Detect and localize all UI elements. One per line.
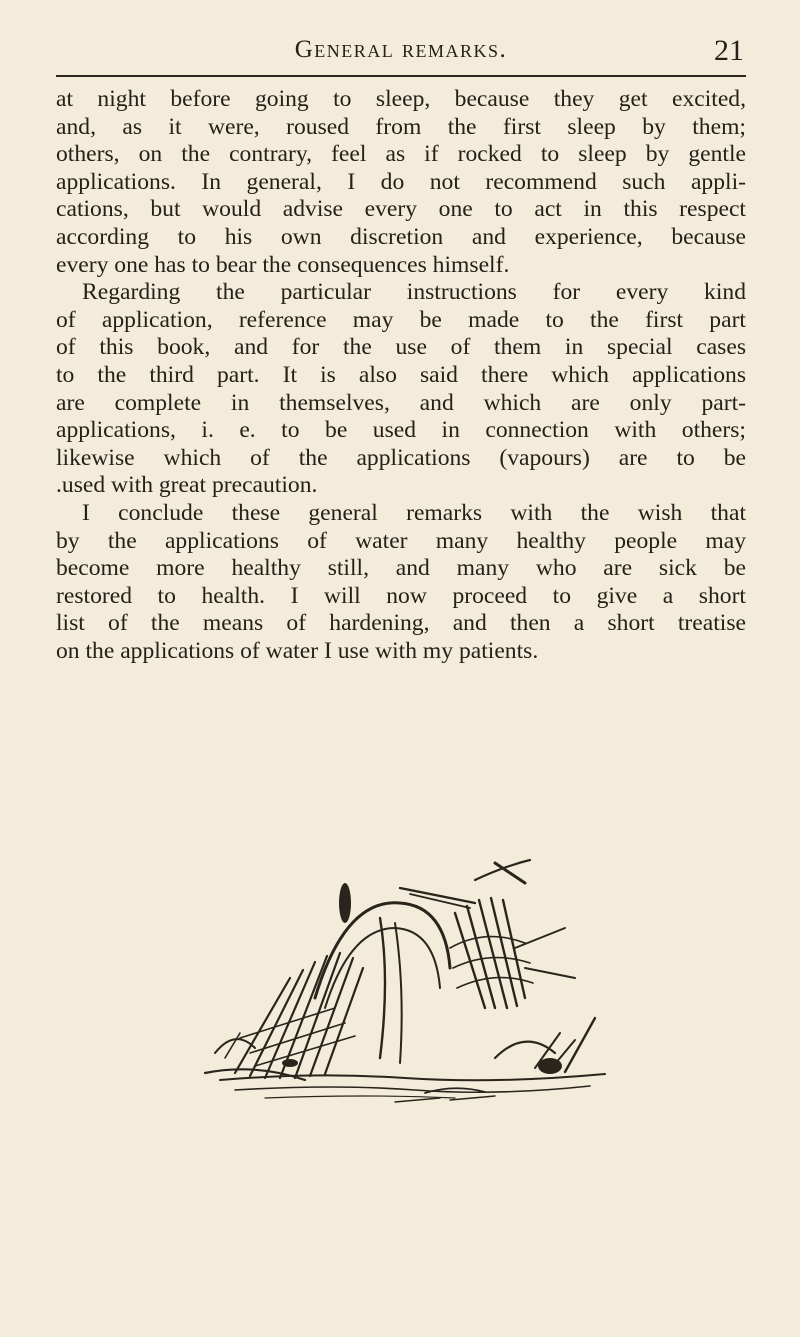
text-line: restored to health. I will now proceed to give a short — [56, 582, 746, 609]
text-line: I conclude these general remarks with the wish that — [82, 499, 746, 526]
text-line: at night before going to sleep, because they get excited, — [56, 86, 746, 112]
page-header — [56, 30, 746, 78]
text-line: others, on the contrary, feel as if rocked to sleep by gentle — [56, 141, 746, 168]
text-line: and, as it were, roused from the first sleep by them; — [56, 113, 746, 140]
text-line: applications. In general, I do not recommend such appli- — [56, 168, 746, 195]
text-line: are complete in themselves, and which are only part- — [56, 389, 746, 416]
text-line: to the third part. It is also said there which applications — [56, 361, 746, 388]
text-line: every one has to bear the consequences himself. — [56, 251, 510, 278]
tailpiece-landscape-engraving-icon — [195, 858, 625, 1108]
text-line: of this book, and for the use of them in special cases — [56, 334, 746, 361]
header-rule — [56, 75, 746, 77]
text-line: .used with great precaution. — [56, 472, 318, 499]
text-line: on the applications of water I use with my patients. — [56, 637, 539, 664]
body-text — [56, 86, 746, 665]
page-number: 21 — [714, 34, 744, 67]
running-head: General remarks. — [294, 36, 508, 63]
text-line: cations, but would advise every one to act in this respect — [56, 196, 746, 223]
text-line: according to his own discretion and experience, because — [56, 223, 746, 250]
text-line: likewise which of the applications (vapours) are to be — [56, 444, 746, 471]
text-line: become more healthy still, and many who are sick be — [56, 555, 746, 582]
text-line: by the applications of water many healthy people may — [56, 527, 746, 554]
text-line: applications, i. e. to be used in connection with others; — [56, 417, 746, 444]
text-line: of application, reference may be made to the first part — [56, 306, 746, 333]
text-line: list of the means of hardening, and then a short treatise — [56, 610, 746, 637]
text-line: Regarding the particular instructions for every kind — [82, 279, 746, 306]
